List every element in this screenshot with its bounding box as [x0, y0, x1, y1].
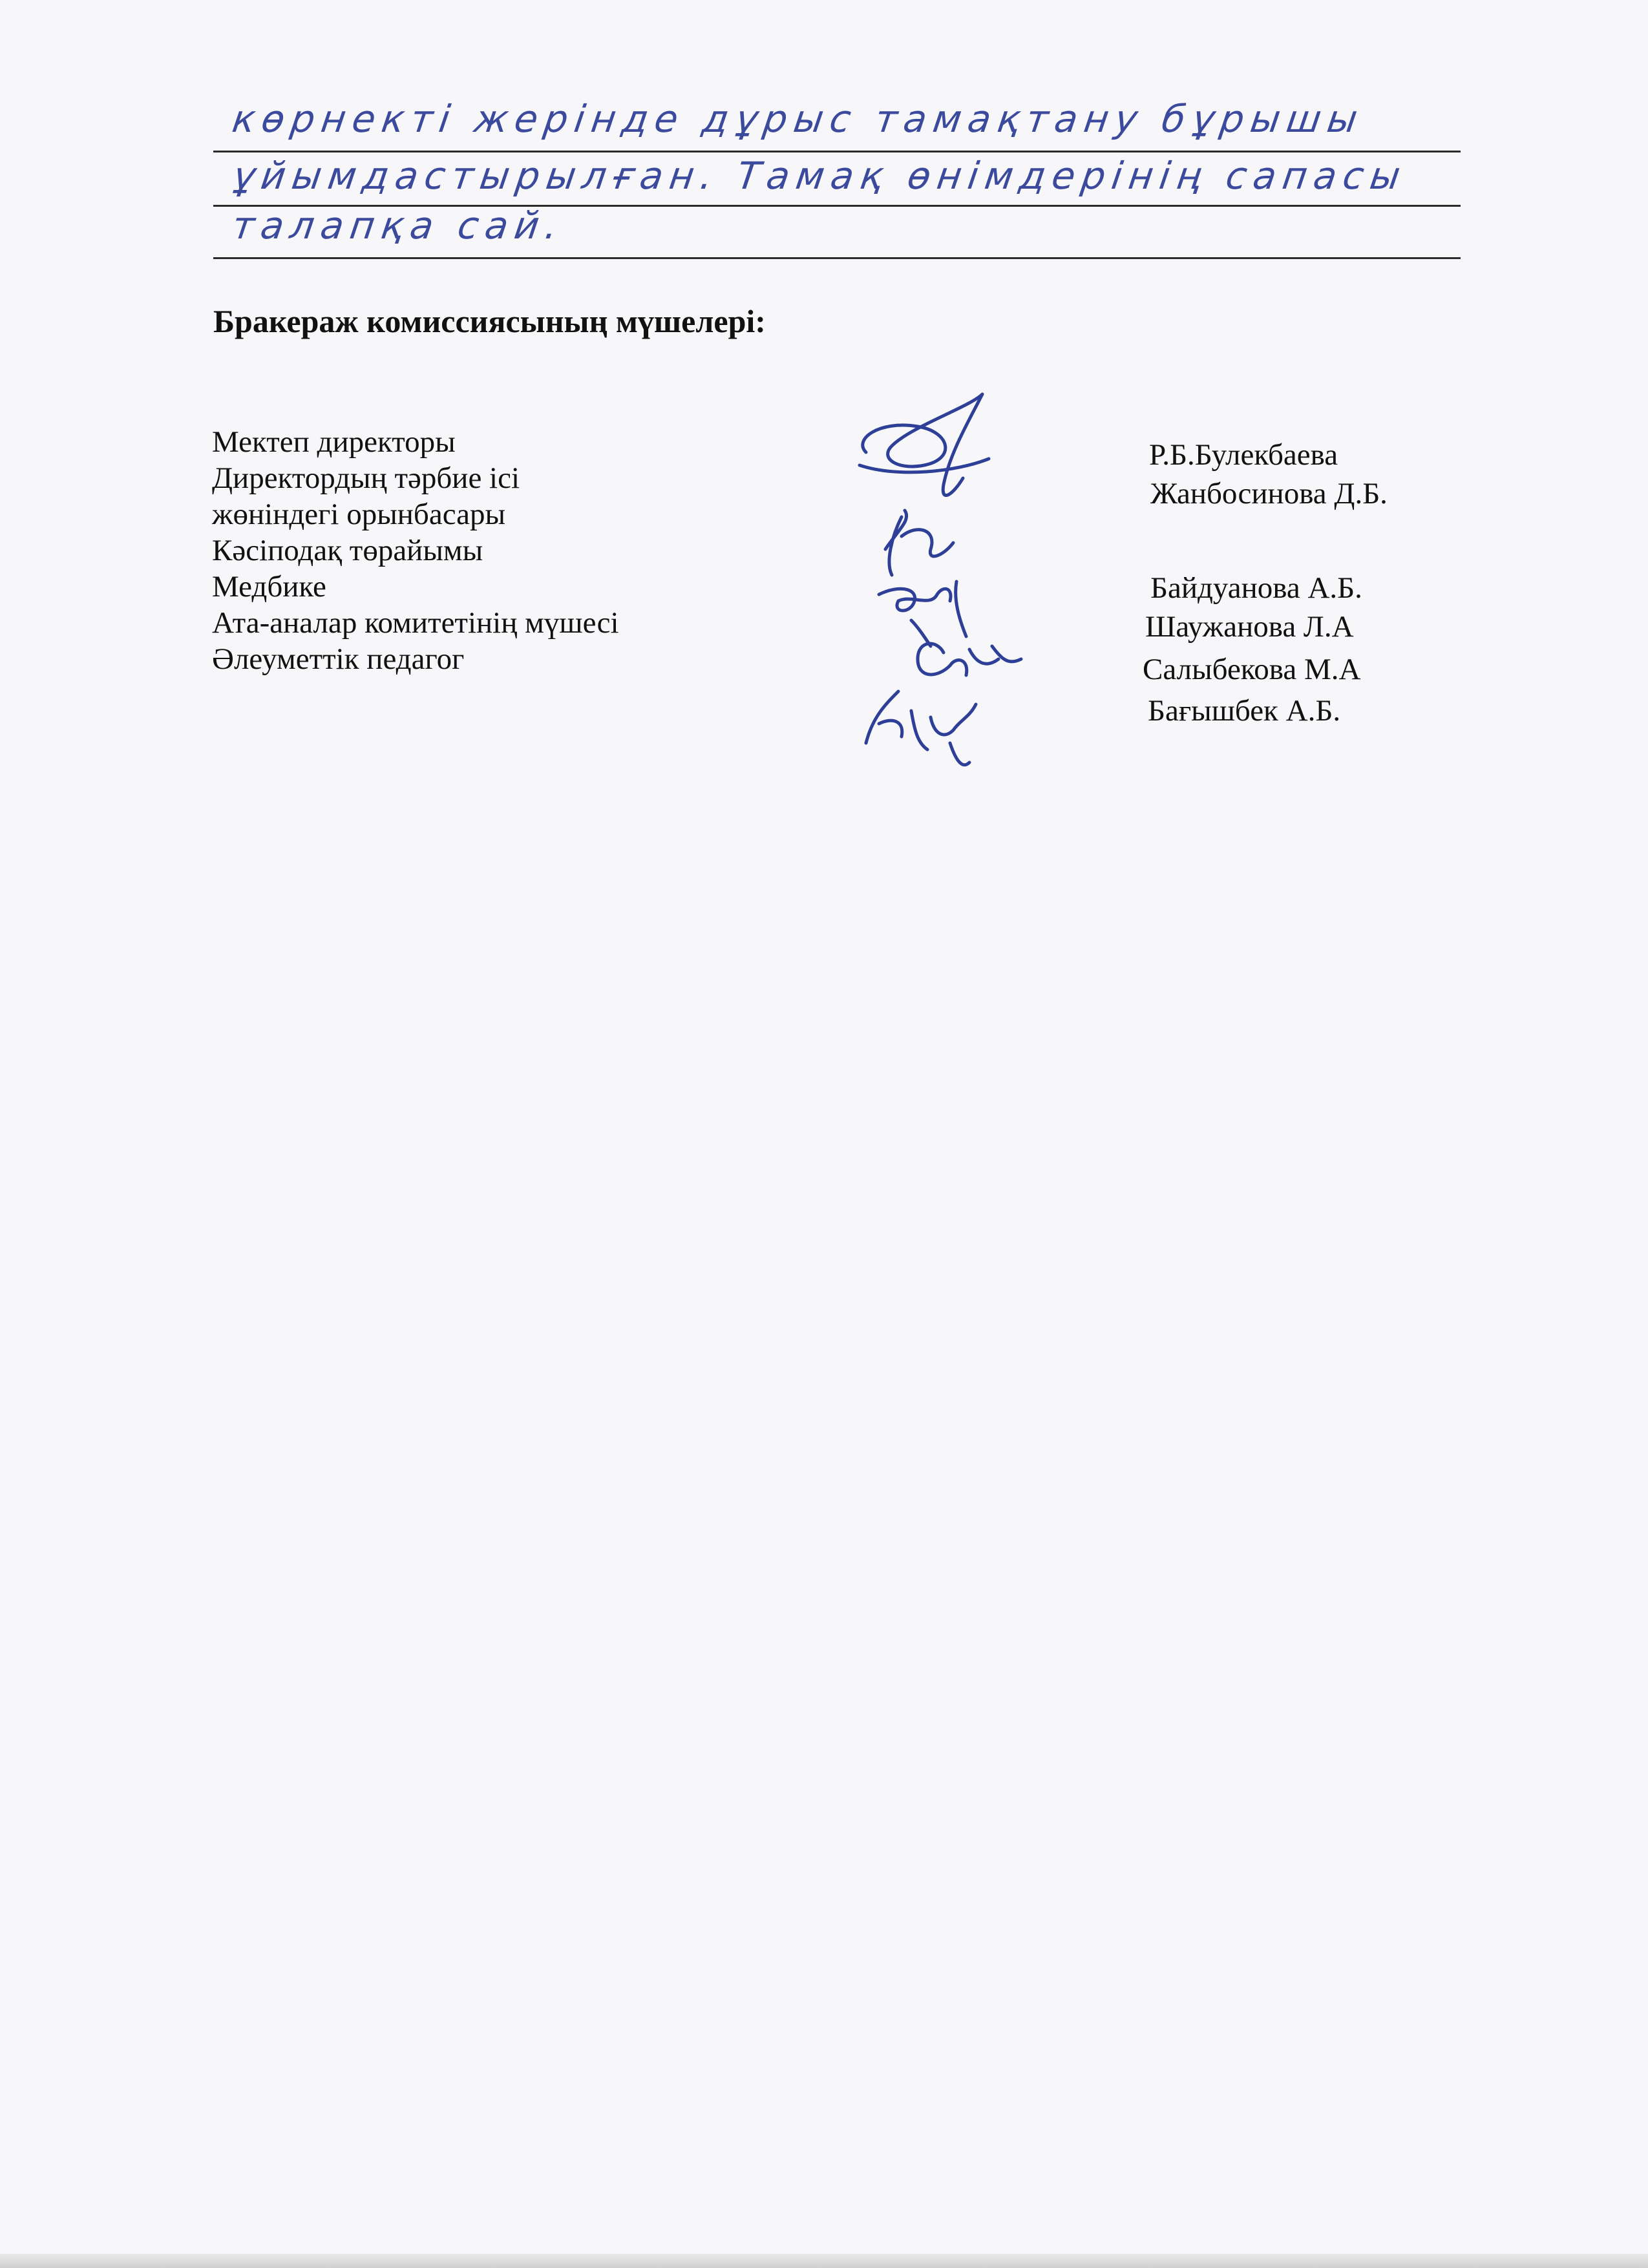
commission-heading: Бракераж комиссиясының мүшелері: [213, 303, 766, 339]
member-name-3: Байдуанова А.Б. [1150, 571, 1362, 605]
handwritten-line-2: ұйымдастырылған. Тамақ өнімдерінің сапасы [229, 154, 1410, 198]
member-name-2: Жанбосинова Д.Б. [1150, 477, 1388, 510]
member-name-4: Шаужанова Л.А [1145, 610, 1354, 644]
role-parents-committee: Ата-аналар комитетінің мүшесі [212, 606, 619, 640]
ruled-line-3 [213, 257, 1461, 259]
role-union-chair: Кәсіподақ төрайымы [212, 534, 483, 567]
handwritten-line-3: талапқа сай. [229, 204, 567, 247]
role-school-director: Мектеп директоры [212, 425, 456, 459]
handwritten-line-1: көрнекті жерінде дұрыс тамақтану бұрышы [229, 97, 1367, 141]
member-name-1: Р.Б.Булекбаева [1149, 438, 1338, 472]
scan-bottom-edge [0, 2254, 1648, 2268]
role-social-pedagogue: Әлеуметтік педагог [212, 642, 465, 676]
member-name-5: Салыбекова М.А [1143, 653, 1361, 686]
ruled-line-1 [213, 151, 1461, 152]
role-deputy-line-1: Директордың тәрбие ісі [212, 461, 520, 495]
role-nurse: Медбике [212, 570, 326, 604]
member-name-6: Бағышбек А.Б. [1148, 694, 1341, 728]
role-deputy-line-2: жөніндегі орынбасары [212, 498, 506, 531]
signatures-image [840, 381, 1060, 769]
